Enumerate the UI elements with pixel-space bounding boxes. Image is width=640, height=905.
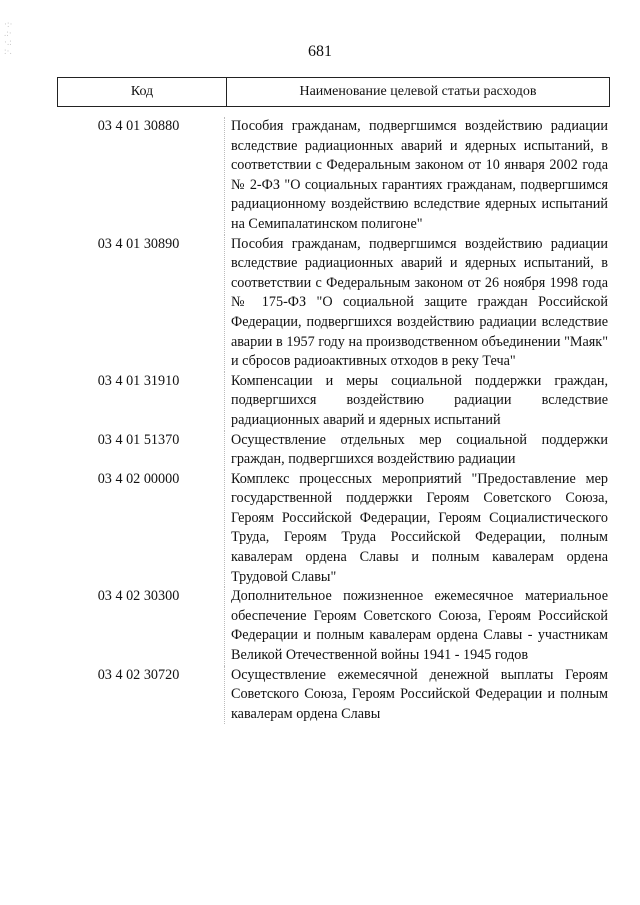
row-code: 03 4 02 30300 xyxy=(57,587,225,665)
table-header xyxy=(57,77,610,107)
table-row xyxy=(57,431,610,470)
table-row xyxy=(57,372,610,431)
table-row xyxy=(57,470,610,588)
row-code: 03 4 02 00000 xyxy=(57,470,225,588)
row-description: Пособия гражданам, подвергшимся воздействию радиации вследствие радиационных аварий и ядерных испытаний, в соответствии с Федеральным законом от 10 января 2002 года № 2-ФЗ "О социальных гарантиях гражданам, подвергшимся радиационному воздействию вследствие ядерных испытаний на Семипалатинском полигоне" xyxy=(231,118,608,232)
header-name: Наименование целевой статьи расходов xyxy=(299,84,537,99)
row-code: 03 4 01 31910 xyxy=(57,372,225,431)
row-code: 03 4 02 30720 xyxy=(57,666,225,725)
row-description: Дополнительное пожизненное ежемесячное материальное обеспечение Героям Советского Союза, Героям Российской Федерации и полным кавалерам ордена Славы - участникам Великой Отечественной войны 1941 - 1945 годов xyxy=(231,588,608,664)
table-row xyxy=(57,117,610,235)
row-description: Осуществление отдельных мер социальной поддержки граждан, подвергшихся воздействию радиации xyxy=(231,431,608,468)
table-body xyxy=(57,117,610,724)
table-row xyxy=(57,587,610,665)
row-code: 03 4 01 30880 xyxy=(57,117,225,235)
row-code: 03 4 01 51370 xyxy=(57,431,225,470)
row-description: Комплекс процессных мероприятий "Предоставление мер государственной поддержки Героям Советского Союза, Героям Российской Федерации, Героям Социалистического Труда, Героям Труда Российской Федерации, полным кавалерам ордена Славы и полным кавалерам ордена Трудовой Славы" xyxy=(231,470,608,585)
table-row xyxy=(57,235,610,372)
row-description: Пособия гражданам, подвергшимся воздействию радиации вследствие радиационных аварий и ядерных испытаний, в соответствии с Федеральным законом от 26 ноября 1998 года № 175-ФЗ "О социальной защите граждан Российской Федерации, подвергшихся воздействию радиации вследствие аварии в 1957 году на производственном объединении "Маяк" и сбросов радиоактивных отходов в реку Теча" xyxy=(231,235,608,370)
row-description: Осуществление ежемесячной денежной выплаты Героям Советского Союза, Героям Российской Федерации и полным кавалерам ордена Славы xyxy=(231,666,608,722)
row-code: 03 4 01 30890 xyxy=(57,235,225,372)
table-row xyxy=(57,666,610,725)
header-code: Код xyxy=(58,78,227,106)
row-description: Компенсации и меры социальной поддержки граждан, подвергшихся воздействию радиации вследствие радиационных аварий и ядерных испытаний xyxy=(231,372,608,428)
page-number: 681 xyxy=(308,43,332,60)
scan-artifact: ·:· .:· ·.: :·. xyxy=(4,20,13,56)
